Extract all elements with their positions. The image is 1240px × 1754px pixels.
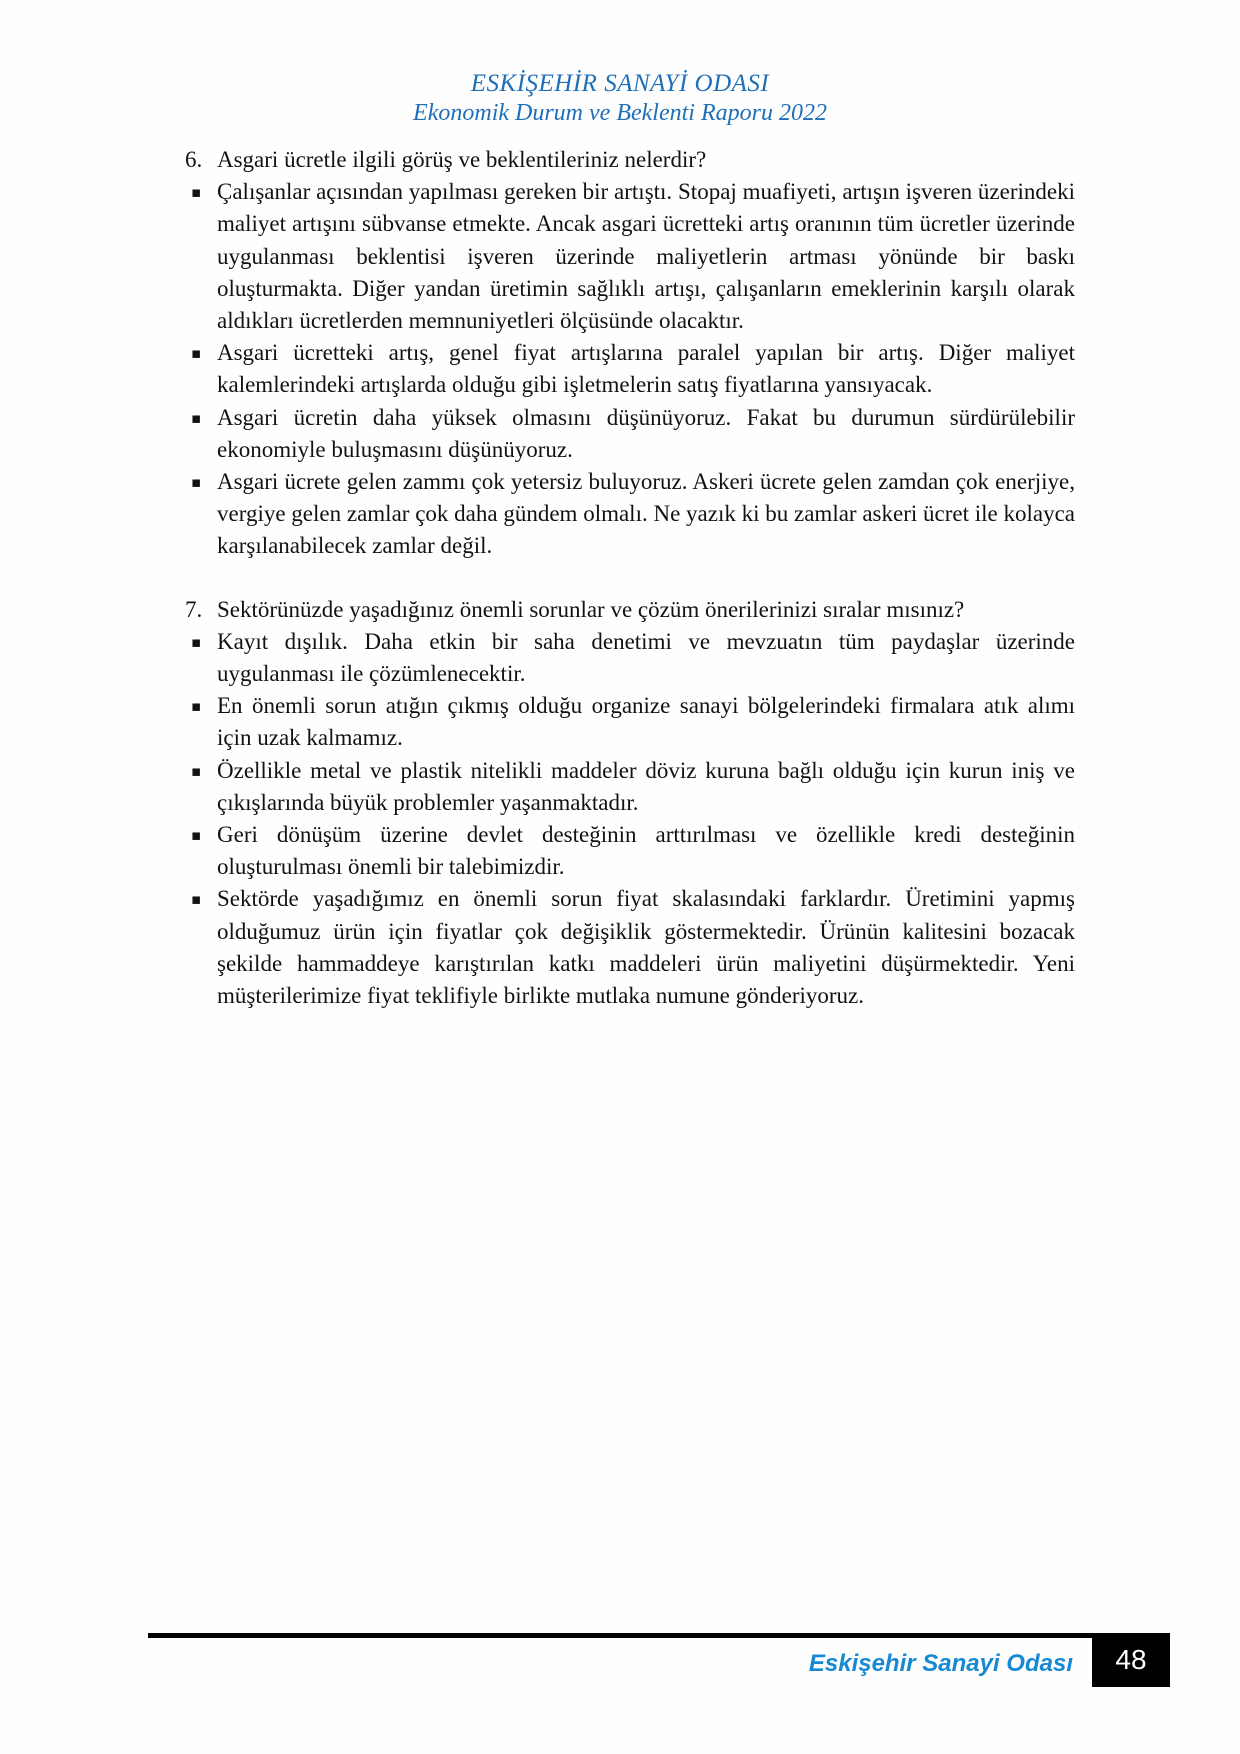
square-bullet-icon: ▪ — [191, 697, 202, 716]
bullet-text: Asgari ücretteki artış, genel fiyat artışlarına paralel yapılan bir artış. Diğer maliyet kalemlerindeki artışlarda olduğu gibi işletmelerin satış fiyatlarına yansıyacak. — [217, 340, 1075, 398]
bullet-text: Asgari ücretin daha yüksek olmasını düşünüyoruz. Fakat bu durumun sürdürülebilir ekonomiyle buluşmasını düşünüyoruz. — [217, 404, 1075, 462]
bullet-item — [185, 176, 1075, 337]
question-block-7 — [185, 594, 1075, 1013]
report-subtitle: Ekonomik Durum ve Beklenti Raporu 2022 — [413, 100, 827, 126]
page-number: 48 — [1115, 1644, 1147, 1675]
square-bullet-icon: ▪ — [191, 890, 202, 909]
question-number: 6. — [185, 147, 203, 172]
square-bullet-icon: ▪ — [191, 408, 202, 427]
bullet-item — [185, 466, 1075, 563]
square-bullet-icon: ▪ — [191, 183, 202, 202]
square-bullet-icon: ▪ — [191, 761, 202, 780]
bullet-text: Çalışanlar açısından yapılması gereken bir artıştı. Stopaj muafiyeti, artışın işveren üzerindeki maliyet artışını sübvanse etmekte. Ancak asgari ücretteki artış oranının tüm ücretler üzerinde uygulanması beklentisi işveren üzerinde maliyetlerin artması yönünde bir baskı oluşturmakta. Diğer yandan üretimin sağlıklı artışı, çalışanların emeklerinin karşılı olarak aldıkları ücretlerden memnuniyetleri ölçüsünde olacaktır. — [217, 179, 1075, 334]
question-text: Asgari ücretle ilgili görüş ve beklentileriniz nelerdir? — [217, 147, 707, 172]
bullet-item — [185, 626, 1075, 690]
bullet-item — [185, 690, 1075, 754]
report-org-title: ESKİŞEHİR SANAYİ ODASI — [470, 70, 770, 97]
square-bullet-icon: ▪ — [191, 826, 202, 845]
page-number-box — [1092, 1633, 1170, 1687]
bullet-item — [185, 402, 1075, 466]
document-body — [185, 144, 1075, 1012]
bullet-text: En önemli sorun atığın çıkmış olduğu organize sanayi bölgelerindeki firmalara atık alımı için uzak kalmamız. — [217, 693, 1075, 751]
bullet-item — [185, 337, 1075, 401]
square-bullet-icon: ▪ — [191, 473, 202, 492]
footer-org-label: Eskişehir Sanayi Odası — [808, 1650, 1073, 1677]
footer-divider-rule — [148, 1633, 1170, 1638]
bullet-text: Özellikle metal ve plastik nitelikli maddeler döviz kuruna bağlı olduğu için kurun iniş ve çıkışlarında büyük problemler yaşanmaktadır. — [217, 757, 1075, 815]
bullet-item — [185, 819, 1075, 883]
bullet-text: Kayıt dışılık. Daha etkin bir saha denetimi ve mevzuatın tüm paydaşlar üzerinde uygulanması ile çözümlenecektir. — [217, 628, 1075, 687]
question-block-6 — [185, 144, 1075, 563]
question-text: Sektörünüzde yaşadığınız önemli sorunlar ve çözüm önerilerinizi sıralar mısınız? — [217, 596, 965, 622]
bullet-text: Sektörde yaşadığımız en önemli sorun fiyat skalasındaki farklardır. Üretimini yapmış olduğumuz ürün için fiyatlar çok değişiklik göstermektedir. Ürünün kalitesini bozacak şekilde hammaddeye karıştırılan katkı maddeleri ürün maliyetini düşürmektedir. Yeni müşterilerimize fiyat teklifiyle birlikte mutlaka numune gönderiyoruz. — [217, 886, 1075, 1009]
square-bullet-icon: ▪ — [191, 344, 202, 363]
square-bullet-icon: ▪ — [191, 632, 202, 651]
question-7-row — [185, 594, 1075, 626]
document-header — [0, 68, 1240, 128]
question-6-row — [185, 144, 1075, 176]
bullet-text: Geri dönüşüm üzerine devlet desteğinin arttırılması ve özellikle kredi desteğinin oluşturulması önemli bir talebimizdir. — [217, 822, 1075, 880]
bullet-text: Asgari ücrete gelen zammı çok yetersiz buluyoruz. Askeri ücrete gelen zamdan çok enerjiye, vergiye gelen zamlar çok daha gündem olmalı. Ne yazık ki bu zamlar askeri ücret ile kolayca karşılanabilecek zamlar değil. — [217, 469, 1075, 559]
question-number: 7. — [185, 596, 203, 622]
bullet-item — [185, 755, 1075, 819]
bullet-item — [185, 883, 1075, 1012]
